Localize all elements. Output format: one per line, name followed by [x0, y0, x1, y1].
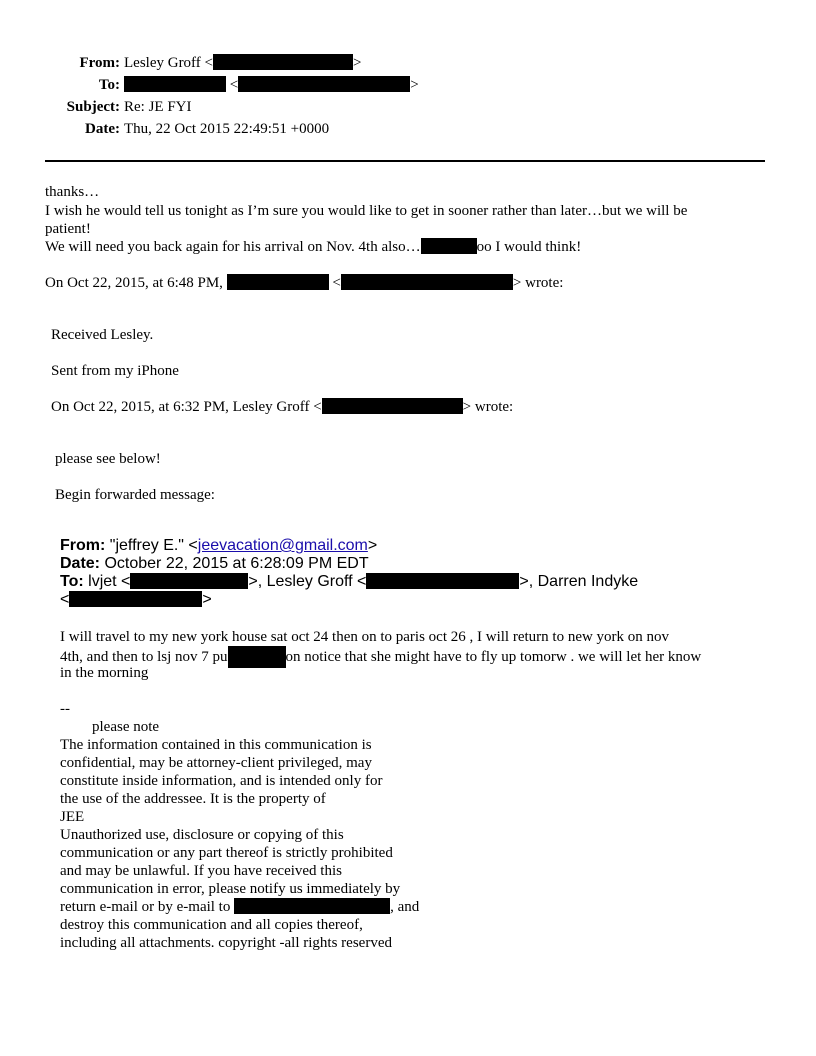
date-label: Date:: [85, 121, 120, 137]
signature-dashes: --: [60, 701, 70, 717]
redacted-block: [69, 591, 202, 607]
date-value: Thu, 22 Oct 2015 22:49:51 +0000: [124, 121, 330, 137]
body-line: please see below!: [55, 451, 161, 467]
redacted-block: [227, 274, 329, 290]
from-value: Lesley Groff < >: [124, 55, 362, 71]
quote-attribution: On Oct 22, 2015, at 6:32 PM, Lesley Groff < > wrote:: [51, 399, 514, 415]
to-value: < >: [124, 76, 419, 94]
forwarded-date: Date: October 22, 2015 at 6:28:09 PM EDT: [60, 555, 369, 572]
body-line: 4th, and then to lsj nov 7 pu on notice that she might have to fly up tomorw . we will let her know: [60, 646, 701, 668]
forwarded-from: From: "jeffrey E." <jeevacation@gmail.com>: [60, 537, 378, 554]
subject-label: Subject:: [66, 99, 120, 115]
signature-line: destroy this communication and all copies thereof,: [60, 917, 363, 933]
to-label: To:: [98, 77, 120, 93]
body-line: I wish he would tell us tonight as I’m sure you would like to get in sooner rather than later…but we will be: [45, 203, 688, 219]
forwarded-to: To: lvjet < >, Lesley Groff < >, Darren Indyke: [60, 573, 639, 590]
body-line: patient!: [45, 221, 91, 237]
redacted-block: [234, 898, 390, 914]
from-label: From:: [79, 55, 120, 71]
body-line: We will need you back again for his arrival on Nov. 4th also… oo I would think!: [45, 239, 582, 255]
body-line: Begin forwarded message:: [55, 487, 215, 503]
body-line: I will travel to my new york house sat oct 24 then on to paris oct 26 , I will return to new york on nov: [60, 629, 670, 645]
signature-line: including all attachments. copyright -all rights reserved: [60, 935, 392, 951]
header-divider: [45, 160, 765, 162]
subject-value: Re: JE FYI: [124, 99, 192, 115]
redacted-block: [322, 398, 463, 414]
body-line: thanks…: [45, 184, 100, 200]
body-line: in the morning: [60, 665, 149, 681]
redacted-block: [341, 274, 513, 290]
redacted-block: [421, 238, 477, 254]
signature-line: communication or any part thereof is strictly prohibited: [60, 845, 393, 861]
redacted-block: [238, 76, 410, 92]
signature-line: The information contained in this communication is: [60, 737, 372, 753]
redacted-block: [130, 573, 248, 589]
signature-line: Unauthorized use, disclosure or copying of this: [60, 827, 344, 843]
signature-line: return e-mail or by e-mail to , and: [60, 899, 420, 915]
signature-line: constitute inside information, and is intended only for: [60, 773, 383, 789]
quote-attribution: On Oct 22, 2015, at 6:48 PM, < > wrote:: [45, 275, 564, 291]
redacted-block: [213, 54, 353, 70]
redacted-block: [228, 646, 286, 668]
signature-line: the use of the addressee. It is the property of: [60, 791, 326, 807]
signature-note: please note: [92, 719, 160, 735]
body-line: Received Lesley.: [51, 327, 154, 343]
redacted-block: [124, 76, 226, 92]
sender-email-link[interactable]: jeevacation@gmail.com: [197, 537, 368, 554]
signature-line: JEE: [60, 809, 85, 825]
signature-line: communication in error, please notify us immediately by: [60, 881, 401, 897]
signature-line: confidential, may be attorney-client privileged, may: [60, 755, 372, 771]
redacted-block: [366, 573, 519, 589]
body-line: Sent from my iPhone: [51, 363, 179, 379]
from-name: Lesley Groff: [124, 55, 201, 71]
signature-line: and may be unlawful. If you have received this: [60, 863, 342, 879]
forwarded-to-cont: < >: [60, 591, 212, 608]
